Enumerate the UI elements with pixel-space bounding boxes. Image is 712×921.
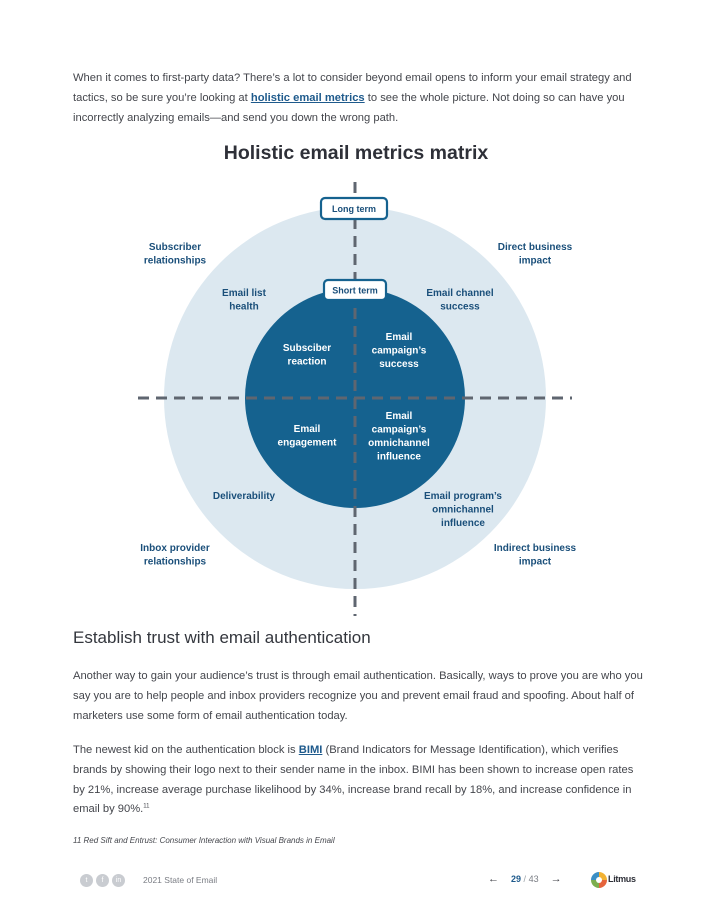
section-heading: Establish trust with email authentication	[73, 628, 371, 647]
bimi-paragraph	[73, 741, 643, 820]
footnote-ref: 11	[143, 803, 150, 810]
label-subscriber-relationships: Subscriber relationships	[143, 242, 207, 267]
intro-text-end: to see the whole picture. Not doing so can have you incorrectly analyzing emails—and send you down the wrong path.	[73, 91, 625, 124]
footnote: 11 Red Sift and Entrust: Consumer Interaction with Visual Brands in Email	[73, 836, 335, 845]
matrix-title: Holistic email metrics matrix	[223, 142, 489, 164]
intro-paragraph	[73, 69, 643, 128]
litmus-logo[interactable]	[591, 871, 637, 889]
holistic-email-metrics-link[interactable]: holistic email metrics	[250, 91, 365, 104]
total-pages: 43	[528, 874, 539, 884]
current-page: 29	[511, 874, 522, 884]
label-email-channel-success: Email channel success	[426, 288, 494, 313]
label-indirect-business-impact: Indirect business impact	[493, 543, 577, 568]
label-email-list-health: Email list health	[222, 288, 266, 313]
bimi-link[interactable]: BIMI	[298, 744, 323, 756]
document-title: 2021 State of Email	[143, 875, 218, 885]
label-subscriber-reaction: Subsciber reaction	[282, 343, 332, 368]
label-email-programs-omnichannel-influence: Email program’s omnichannel influence	[424, 491, 502, 529]
label-direct-business-impact: Direct business impact	[497, 242, 573, 267]
label-deliverability: Deliverability	[212, 491, 276, 502]
intro-text-start: When it comes to first-party data? There’s a lot to consider beyond email opens to inform your email strategy and tactics, so be sure you’re looking at	[73, 72, 632, 104]
litmus-logo-mark	[591, 872, 607, 888]
authentication-paragraph: Another way to gain your audience’s trust is through email authentication. Basically, ways to prove you are who you say you are to help people and inbox providers recognize you and prevent email fraud and spoofing. About half of marketers use some form of email authentication today.	[73, 670, 643, 722]
long-term-label: Long term	[332, 204, 376, 214]
litmus-logo-text: Litmus	[608, 874, 636, 884]
label-email-engagement: Email engagement	[277, 424, 337, 449]
label-email-campaigns-omnichannel-influence: Email campaign’s omnichannel influence	[368, 411, 430, 463]
page-separator: /	[523, 874, 527, 884]
label-email-campaigns-success: Email campaign’s success	[371, 332, 427, 370]
twitter-icon[interactable]: t	[80, 874, 93, 887]
linkedin-icon[interactable]: in	[112, 874, 125, 887]
next-page-arrow-icon[interactable]: →	[550, 873, 562, 885]
page-footer	[0, 870, 712, 892]
short-term-label: Short term	[332, 285, 378, 296]
label-inbox-provider-relationships: Inbox provider relationships	[140, 543, 210, 568]
facebook-icon[interactable]: f	[96, 874, 109, 887]
pagination	[488, 873, 562, 885]
bimi-text-end: (Brand Indicators for Message Identification), which verifies brands by showing their logo next to their sender name in the inbox. BIMI has been shown to increase open rates by 21%, increase average purchase likelihood by 34%, increase brand recall by 18%, and increase confidence in email by 90%.	[73, 744, 634, 816]
bimi-text-start: The newest kid on the authentication block is	[73, 744, 299, 756]
prev-page-arrow-icon[interactable]: ←	[488, 873, 499, 885]
email-metrics-matrix-diagram	[130, 176, 580, 618]
